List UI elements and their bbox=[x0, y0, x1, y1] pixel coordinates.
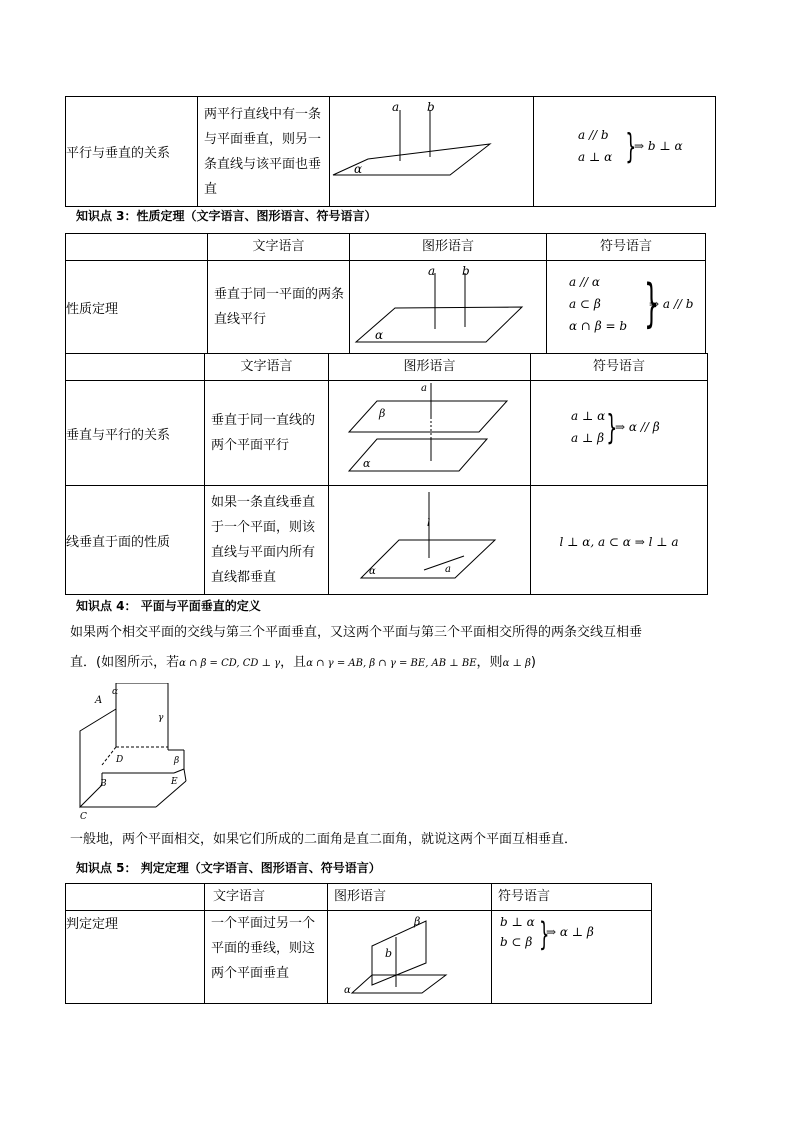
sym-statement: l ⊥ α, a ⊂ α ⇒ l ⊥ a bbox=[559, 534, 679, 549]
brace: } bbox=[606, 408, 618, 448]
sym-result: ⇒ α // β bbox=[615, 420, 660, 434]
symbol-cell bbox=[547, 261, 706, 354]
label-E: E bbox=[171, 777, 178, 787]
heading-knowledge-4: 知识点 4： 平面与平面垂直的定义 bbox=[76, 599, 261, 613]
line2-close: ) bbox=[530, 655, 536, 670]
sym-line-2: a ⊥ α bbox=[578, 149, 613, 164]
figure-parallel-planes bbox=[329, 381, 531, 485]
label-alpha: α bbox=[369, 566, 376, 577]
header-text-lang: 文字语言 bbox=[205, 354, 329, 381]
brace: } bbox=[539, 915, 550, 953]
label-b: b bbox=[462, 264, 470, 278]
statement-text: 垂直于同一直线的两个平面平行 bbox=[211, 413, 316, 453]
table-property-theorem bbox=[65, 233, 706, 354]
figure-plane-perpendicular-definition bbox=[70, 683, 205, 823]
statement-text: 一个平面过另一个平面的垂线，则这两个平面垂直 bbox=[211, 916, 316, 981]
label-alpha: α bbox=[344, 985, 351, 996]
row-label: 平行与垂直的关系 bbox=[66, 97, 198, 207]
brace: } bbox=[644, 274, 659, 334]
label-beta: β bbox=[174, 756, 180, 766]
label-gamma: γ bbox=[158, 713, 164, 723]
table-perpendicular-parallel bbox=[65, 353, 708, 595]
label-a: a bbox=[428, 264, 436, 278]
dihedral-paragraph: 一般地，两个平面相交，如果它们所成的二面角是直二面角，就说这两个平面互相垂直． bbox=[70, 832, 578, 847]
math-intersections: α ∩ γ = AB, β ∩ γ = BE, AB ⊥ BE bbox=[306, 658, 477, 669]
definition-line-2 bbox=[70, 648, 730, 679]
label-b: b bbox=[427, 100, 435, 114]
line2-mid: ，且 bbox=[280, 655, 307, 670]
heading-knowledge-5: 知识点 5： 判定定理（文字语言、图形语言、符号语言） bbox=[76, 861, 381, 875]
header-text-lang: 文字语言 bbox=[208, 234, 350, 261]
row-label: 性质定理 bbox=[66, 261, 208, 354]
label-alpha: α bbox=[363, 457, 371, 470]
label-C: C bbox=[80, 812, 87, 822]
figure-cell bbox=[350, 261, 547, 354]
sym-result: ⇒ a // b bbox=[649, 297, 694, 311]
label-b: b bbox=[385, 947, 393, 960]
sym-line-2: b ⊂ β bbox=[500, 935, 533, 949]
sym-line-3: α ∩ β = b bbox=[569, 319, 628, 333]
brace: } bbox=[625, 126, 637, 167]
math-conclusion: α ⊥ β bbox=[502, 658, 531, 669]
label-alpha: α bbox=[354, 162, 363, 176]
statement-text: 如果一条直线垂直于一个平面，则该直线与平面内所有直线都垂直 bbox=[211, 495, 316, 585]
header-figure-lang: 图形语言 bbox=[350, 234, 547, 261]
sym-line-2: a ⊂ β bbox=[569, 297, 601, 311]
symbol-cell bbox=[531, 486, 708, 595]
header-figure-lang: 图形语言 bbox=[328, 884, 492, 911]
definition-paragraph bbox=[70, 618, 730, 679]
label-A: A bbox=[95, 695, 103, 706]
math-intersection: α ∩ β = CD, CD ⊥ γ bbox=[179, 658, 281, 669]
sym-line-1: a ⊥ α bbox=[571, 409, 606, 423]
label-a: a bbox=[421, 383, 427, 394]
definition-line-1: 如果两个相交平面的交线与第三个平面垂直，又这两个平面与第三个平面相交所得的两条交线互相垂 bbox=[70, 625, 643, 640]
sym-result: ⇒ α ⊥ β bbox=[546, 925, 594, 939]
label-beta: β bbox=[414, 915, 421, 928]
sym-line-2: a ⊥ β bbox=[571, 431, 605, 445]
label-D: D bbox=[116, 755, 124, 765]
table-parallel-perpendicular bbox=[65, 96, 716, 207]
sym-result: ⇒ b ⊥ α bbox=[634, 138, 683, 153]
figure-plane-through-perpendicular bbox=[328, 911, 492, 1003]
sym-line-1: a // α bbox=[569, 275, 600, 289]
label-alpha: α bbox=[375, 328, 384, 342]
symbol-cell bbox=[534, 97, 716, 207]
label-a: a bbox=[445, 564, 451, 575]
row-label: 线垂直于面的性质 bbox=[66, 486, 205, 595]
header-symbol-lang: 符号语言 bbox=[492, 884, 652, 911]
table-determination-theorem bbox=[65, 883, 652, 1004]
heading-knowledge-3: 知识点 3：性质定理（文字语言、图形语言、符号语言） bbox=[76, 209, 377, 223]
sym-line-1: b ⊥ α bbox=[500, 915, 535, 929]
header-figure-lang: 图形语言 bbox=[329, 354, 531, 381]
label-B: B bbox=[100, 779, 107, 789]
figure-cell bbox=[329, 381, 531, 486]
header-symbol-lang: 符号语言 bbox=[547, 234, 706, 261]
figure-two-lines-plane bbox=[330, 97, 534, 206]
statement-text: 垂直于同一平面的两条直线平行 bbox=[214, 287, 345, 327]
label-l: l bbox=[427, 518, 431, 529]
symbol-cell bbox=[531, 381, 708, 486]
figure-cell bbox=[329, 486, 531, 595]
figure-line-perpendicular-plane bbox=[329, 486, 531, 594]
header-text-lang: 文字语言 bbox=[205, 884, 328, 911]
label-a: a bbox=[392, 100, 400, 114]
statement-text: 两平行直线中有一条与平面垂直，则另一条直线与该平面也垂直 bbox=[204, 106, 322, 197]
row-label: 垂直与平行的关系 bbox=[66, 381, 205, 486]
figure-cell bbox=[330, 97, 534, 207]
label-alpha: α bbox=[112, 687, 119, 697]
line2-then: ，则 bbox=[476, 655, 503, 670]
figure-cell bbox=[328, 911, 492, 1004]
header-symbol-lang: 符号语言 bbox=[531, 354, 708, 381]
line2-prefix: 直．(如图所示，若 bbox=[70, 655, 180, 670]
row-label: 判定定理 bbox=[66, 911, 205, 1004]
label-beta: β bbox=[379, 407, 386, 420]
figure-perpendicular-lines bbox=[350, 261, 547, 353]
symbol-cell bbox=[492, 911, 652, 1004]
sym-line-1: a // b bbox=[578, 127, 609, 142]
